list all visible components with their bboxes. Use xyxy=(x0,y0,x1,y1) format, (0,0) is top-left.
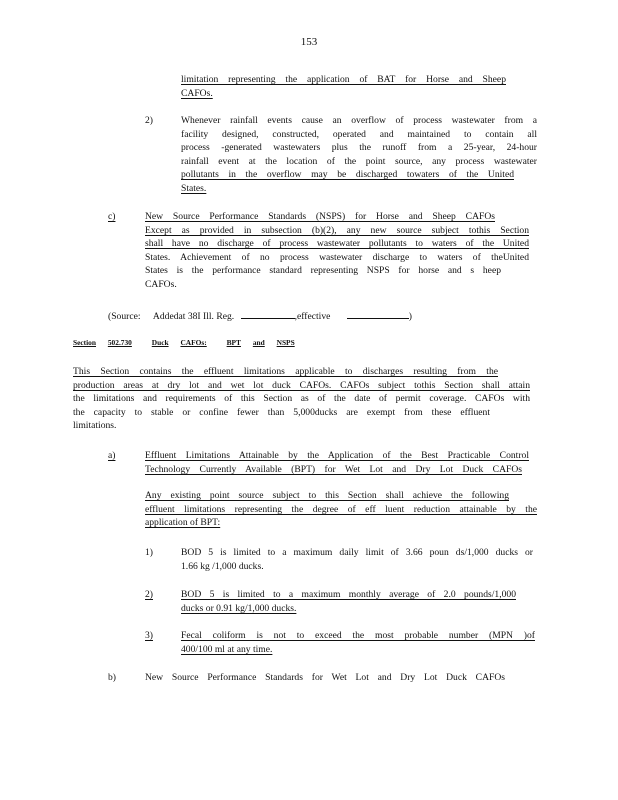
item-a-body xyxy=(145,489,537,530)
text-line: the limitations and requirements of this Section as of the date of permit coverage. CAFOs with xyxy=(73,393,530,405)
text-line: shall have no discharge of process wastewater pollutants to waters of the United xyxy=(145,238,529,250)
text-line: Effluent Limitations Attainable by the Application of the Best Practicable Control xyxy=(145,450,529,461)
source-effective: ,effective xyxy=(294,311,331,322)
text-line: 1.66 kg /1,000 ducks. xyxy=(181,560,264,572)
text-line: This Section contains the effluent limitations applicable to discharges resulting from the xyxy=(73,366,498,377)
text-line: States. xyxy=(181,182,207,194)
text-line: Except as provided in subsection (b)(2), any new source subject tothis Section xyxy=(145,224,529,236)
text-line: Any existing point source subject to this Section shall achieve the following xyxy=(145,490,509,501)
text-line: Fecal coliform is not to exceed the most probable number (MPN )of xyxy=(181,630,535,641)
text-line: States is the performance standard representing NSPS for horse and s heep xyxy=(145,265,501,277)
sub-1-marker: 1) xyxy=(145,547,153,558)
item-c-marker: c) xyxy=(108,211,116,222)
text-line: ducks or 0.91 kg/1,000 ducks. xyxy=(181,602,297,614)
source-close: ) xyxy=(408,311,412,322)
text-line: BOD 5 is limited to a maximum monthly average of 2.0 pounds/1,000 xyxy=(181,589,516,600)
section-title-word: BPT xyxy=(226,338,241,347)
effective-date-blank xyxy=(347,309,409,319)
section-title-word: Duck xyxy=(151,338,169,347)
item-a-marker: a) xyxy=(108,450,116,461)
text-line: CAFOs. xyxy=(145,278,177,290)
section-label: Section xyxy=(73,338,96,347)
sub-1-text xyxy=(181,546,533,573)
text-line: New Source Performance Standards (NSPS) for Horse and Sheep CAFOs xyxy=(145,211,495,222)
text-line: New Source Performance Standards for Wet Lot and Dry Lot Duck CAFOs xyxy=(145,672,505,683)
item-2-text xyxy=(181,114,537,196)
text-line: pollutants in the overflow may be discharged towaters of the United xyxy=(181,169,514,181)
text-line: Whenever rainfall events cause an overflow of process wastewater from a xyxy=(181,115,537,126)
item-2-marker: 2) xyxy=(145,115,153,126)
section-heading xyxy=(73,338,307,347)
text-line: States. Achievement of no process wastewater discharge to waters of theUnited xyxy=(145,251,529,263)
source-open: (Source: xyxy=(108,311,141,322)
text-line: effluent limitations representing the degree of eff luent reduction attainable by the xyxy=(145,503,537,515)
section-title-word: CAFOs: xyxy=(180,338,207,347)
source-note xyxy=(108,309,448,324)
sub-2-text xyxy=(181,588,516,615)
item-b-marker: b) xyxy=(108,672,116,683)
text-line: facility designed, constructed, operated and maintained to contain all xyxy=(181,128,537,140)
text-line: rainfall event at the location of the point source, any process wastewater xyxy=(181,155,537,167)
item-b-text xyxy=(145,671,505,685)
sub-3-text xyxy=(181,629,535,656)
source-added: Addedat 38I Ill. Reg. xyxy=(152,311,235,322)
text-line: limitations. xyxy=(73,420,117,432)
register-blank xyxy=(241,309,295,319)
text-line: 400/100 ml at any time. xyxy=(181,643,273,655)
text-line: BOD 5 is limited to a maximum daily limit of 3.66 poun ds/1,000 ducks or xyxy=(181,547,533,558)
section-title-word: NSPS xyxy=(276,338,295,347)
text-line: production areas at dry lot and wet lot duck CAFOs. CAFOs subject tothis Section shall attain xyxy=(73,379,530,391)
continuation-text xyxy=(181,73,506,100)
section-title-word: and xyxy=(252,338,265,347)
text-line: process -generated wastewaters plus the runoff from a 25-year, 24-hour xyxy=(181,142,537,154)
text-line: Technology Currently Available (BPT) for Wet Lot and Dry Lot Duck CAFOs xyxy=(145,463,522,475)
item-a-title xyxy=(145,449,529,476)
section-intro xyxy=(73,365,530,433)
sub-2-marker: 2) xyxy=(145,589,153,600)
text-line: limitation representing the application of BAT for Horse and Sheep xyxy=(181,74,506,85)
item-c-text xyxy=(145,210,529,292)
section-number: 502.730 xyxy=(107,338,132,347)
page-number: 153 xyxy=(300,36,318,48)
text-line: CAFOs. xyxy=(181,87,213,99)
sub-3-marker: 3) xyxy=(145,630,153,641)
text-line: the capacity to stable or confine fewer than 5,000ducks are exempt from these effluent xyxy=(73,406,490,418)
text-line: application of BPT: xyxy=(145,517,221,529)
